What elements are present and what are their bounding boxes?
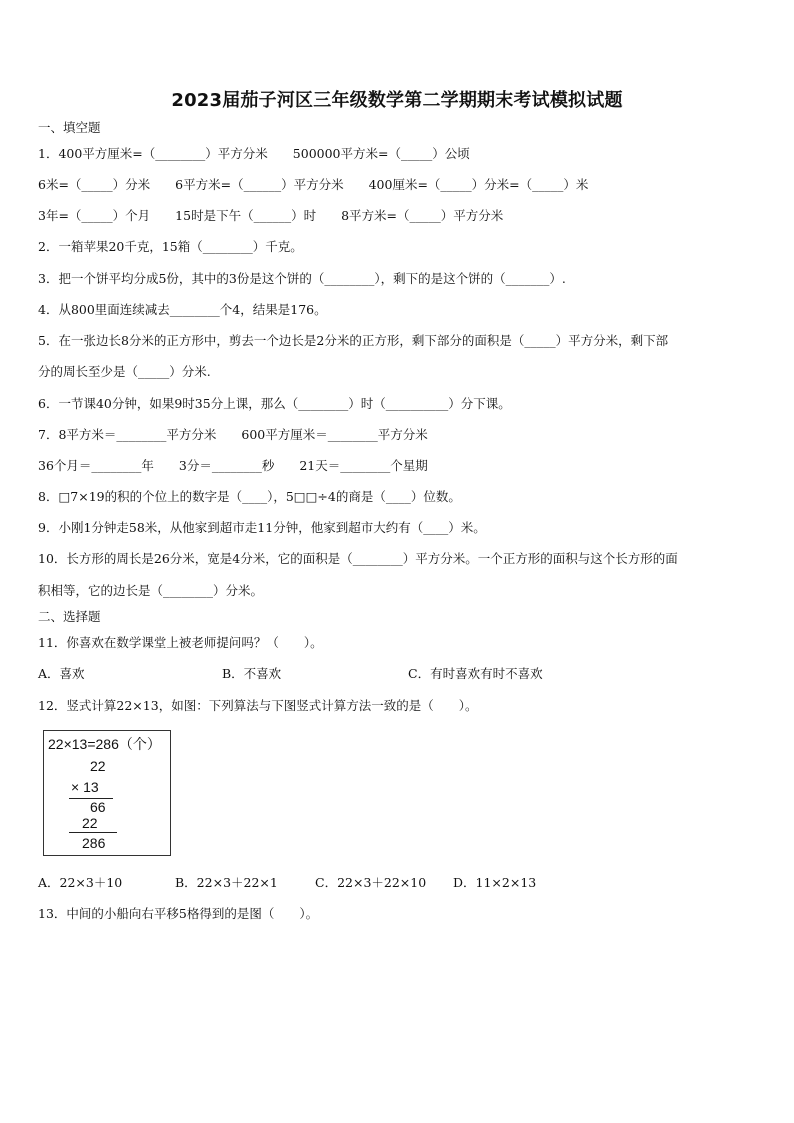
question-9: 9．小刚1分钟走58米，从他家到超市走11分钟，他家到超市大约有（____）米。 (38, 520, 486, 535)
question-4: 4．从800里面连续减去________个4，结果是176。 (38, 302, 327, 317)
q12-option-a: A．22×3＋10 (38, 875, 123, 890)
question-6: 6．一节课40分钟，如果9时35分上课，那么（________）时（__________）分下课。 (38, 396, 511, 411)
question-10-line-1: 10．长方形的周长是26分米，宽是4分米，它的面积是（________）平方分米。一个正方形的面积与这个长方形的面 (38, 551, 678, 566)
q11-option-b: B．不喜欢 (222, 666, 282, 681)
q12-option-c: C．22×3＋22×10 (315, 875, 427, 890)
question-12: 12．竖式计算22×13，如图：下列算法与下图竖式计算方法一致的是（ ）。 (38, 698, 478, 713)
vertical-multiplication-figure (43, 730, 171, 856)
calc-multiplier: × 13 (71, 779, 99, 795)
calc-result: 286 (82, 835, 106, 851)
calc-multiplicand: 22 (90, 758, 106, 774)
question-1-line-3: 3年=（_____）个月 15时是下午（______）时 8平方米=（_____）平方分米 (38, 208, 504, 223)
question-7-line-2: 36个月＝________年 3分＝________秒 21天＝________个星期 (38, 458, 428, 473)
q11-option-c: C．有时喜欢有时不喜欢 (408, 666, 543, 681)
calc-partial-1: 66 (90, 799, 106, 815)
question-2: 2．一箱苹果20千克，15箱（________）千克。 (38, 239, 303, 254)
page-title: 2023届茄子河区三年级数学第二学期期末考试模拟试题 (171, 90, 623, 111)
calc-partial-2: 22 (82, 815, 98, 831)
question-3: 3．把一个饼平均分成5份，其中的3份是这个饼的（________），剩下的是这个饼的（_______）. (38, 271, 566, 286)
q12-option-d: D．11×2×13 (453, 875, 537, 890)
question-10-line-2: 积相等，它的边长是（________）分米。 (38, 583, 264, 598)
section-heading-choice: 二、选择题 (38, 609, 101, 624)
calc-header: 22×13=286（个） (48, 736, 161, 752)
q12-option-b: B．22×3＋22×1 (175, 875, 278, 890)
calc-rule-2 (69, 832, 117, 833)
question-11: 11．你喜欢在数学课堂上被老师提问吗？（ ）。 (38, 635, 323, 650)
question-8: 8．□7×19的积的个位上的数字是（____），5□□÷4的商是（____）位数。 (38, 489, 461, 504)
question-13: 13．中间的小船向右平移5格得到的是图（ ）。 (38, 906, 319, 921)
q11-option-a: A．喜欢 (38, 666, 85, 681)
question-1-line-2: 6米=（_____）分米 6平方米=（______）平方分米 400厘米=（_____）分米=（_____）米 (38, 177, 589, 192)
section-heading-fill: 一、填空题 (38, 120, 101, 135)
question-5-line-1: 5．在一张边长8分米的正方形中，剪去一个边长是2分米的正方形，剩下部分的面积是（_____）平方分米，剩下部 (38, 333, 669, 348)
question-5-line-2: 分的周长至少是（_____）分米. (38, 364, 211, 379)
question-7-line-1: 7．8平方米＝________平方分米 600平方厘米＝________平方分米 (38, 427, 428, 442)
question-1-line-1: 1．400平方厘米=（________）平方分米 500000平方米=（_____）公顷 (38, 146, 470, 161)
